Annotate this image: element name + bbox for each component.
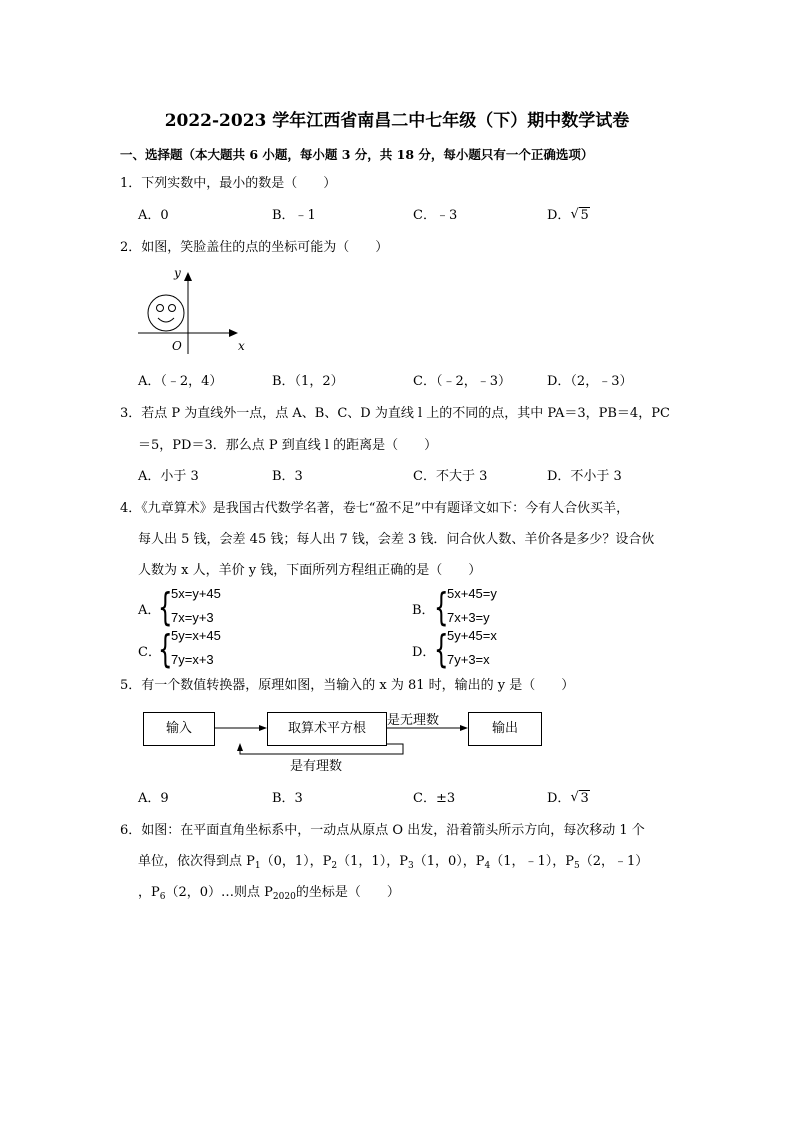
q5-option-d: D．√ 3 (547, 791, 590, 807)
x-axis-arrow-icon (229, 329, 238, 337)
q5-option-b: B．3 (272, 791, 303, 806)
q2-option-b: B．（1，2） (272, 374, 344, 389)
question-6-line-1: 6．如图：在平面直角坐标系中，一动点从原点 O 出发，沿着箭头所示方向，每次移动 1 个 (120, 823, 645, 838)
question-5-stem: 5．有一个数值转换器，原理如图，当输入的 x 为 81 时，输出的 y 是（ ） (120, 678, 575, 693)
brace-icon: { (434, 585, 449, 629)
q4-option-b: B． { 5x+45=y 7x+3=y (412, 585, 497, 629)
q3-option-b: B．3 (272, 469, 303, 484)
q1-option-c: C．﹣3 (413, 208, 458, 223)
q1-option-a: A．0 (138, 208, 169, 223)
arrow-icon (460, 725, 468, 731)
q5-option-a: A．9 (138, 791, 169, 806)
x-axis-label: x (238, 339, 245, 353)
brace-icon: { (158, 585, 173, 629)
y-axis-arrow-icon (184, 272, 192, 281)
q3-option-d: D．不小于 3 (547, 469, 622, 484)
q5-option-c: C．±3 (413, 791, 456, 806)
question-6-line-2: 单位，依次得到点 $P_1(0$，1），$P_2(1$，1），$P_3(1$，0），$P_4(1$，﹣1），$P_5(2$，﹣1） (138, 854, 649, 871)
question-3-line-2: ＝5，PD＝3．那么点 P 到直线 l 的距离是（ ） (138, 438, 438, 453)
q3-option-a: A．小于 3 (138, 469, 199, 484)
label-irrational: 是无理数 (387, 713, 440, 728)
section-heading: 一、选择题（本大题共 6 小题，每小题 3 分，共 18 分，每小题只有一个正确选项） (120, 147, 594, 162)
question-2-stem: 2．如图，笑脸盖住的点的坐标可能为（ ） (120, 240, 389, 255)
question-1-stem: 1．下列实数中，最小的数是（ ） (120, 176, 337, 191)
q1-option-d: D．√ 5 (547, 208, 590, 224)
origin-label: O (172, 339, 182, 353)
question-4-line-3: 人数为 x 人，羊价 y 钱，下面所列方程组正确的是（ ） (138, 563, 482, 578)
sqrt-symbol: √ 5 (570, 208, 589, 224)
q3-option-c: C．不大于 3 (413, 469, 488, 484)
q2-option-a: A．（﹣2，4） (138, 374, 223, 389)
smiley-face-icon (148, 295, 184, 331)
arrow-icon (259, 725, 267, 731)
page-title: 2022-2023 学年江西省南昌二中七年级（下）期中数学试卷 (164, 111, 630, 131)
sqrt-symbol: √ 3 (570, 791, 589, 807)
question-4-line-1: 4．《九章算术》是我国古代数学名著，卷七“盈不足”中有题译文如下：今有人合伙买羊， (120, 501, 630, 516)
q4-option-a: A． { 5x=y+45 7x=y+3 (138, 585, 221, 629)
label-rational: 是有理数 (290, 759, 343, 774)
q4-option-d: D． { 5y+45=x 7y+3=x (412, 627, 497, 671)
flow-box-input: 输入 (143, 712, 215, 746)
arrow-icon (237, 743, 243, 751)
brace-icon: { (158, 627, 173, 671)
question-3-line-1: 3．若点 P 为直线外一点，点 A、B、C、D 为直线 l 上的不同的点，其中 PA＝3，PB＝4，PC (120, 406, 670, 421)
q4-option-c: C． { 5y=x+45 7y=x+3 (138, 627, 221, 671)
y-axis-label: y (174, 266, 181, 280)
question-4-line-2: 每人出 5 钱，会差 45 钱；每人出 7 钱，会差 3 钱．问合伙人数、羊价各是多少？设合伙 (138, 532, 655, 547)
flow-box-sqrt: 取算术平方根 (267, 712, 387, 746)
q2-option-d: D．（2，﹣3） (547, 374, 633, 389)
brace-icon: { (434, 627, 449, 671)
question-6-line-3: ，$P_6(2$，0）…则点 $P_{2020}$的坐标是（ ） (138, 885, 400, 902)
q1-option-b: B．﹣1 (272, 208, 316, 223)
flow-box-output: 输出 (468, 712, 542, 746)
smiley-coordinate-figure (134, 264, 254, 356)
q2-option-c: C．（﹣2，﹣3） (413, 374, 511, 389)
